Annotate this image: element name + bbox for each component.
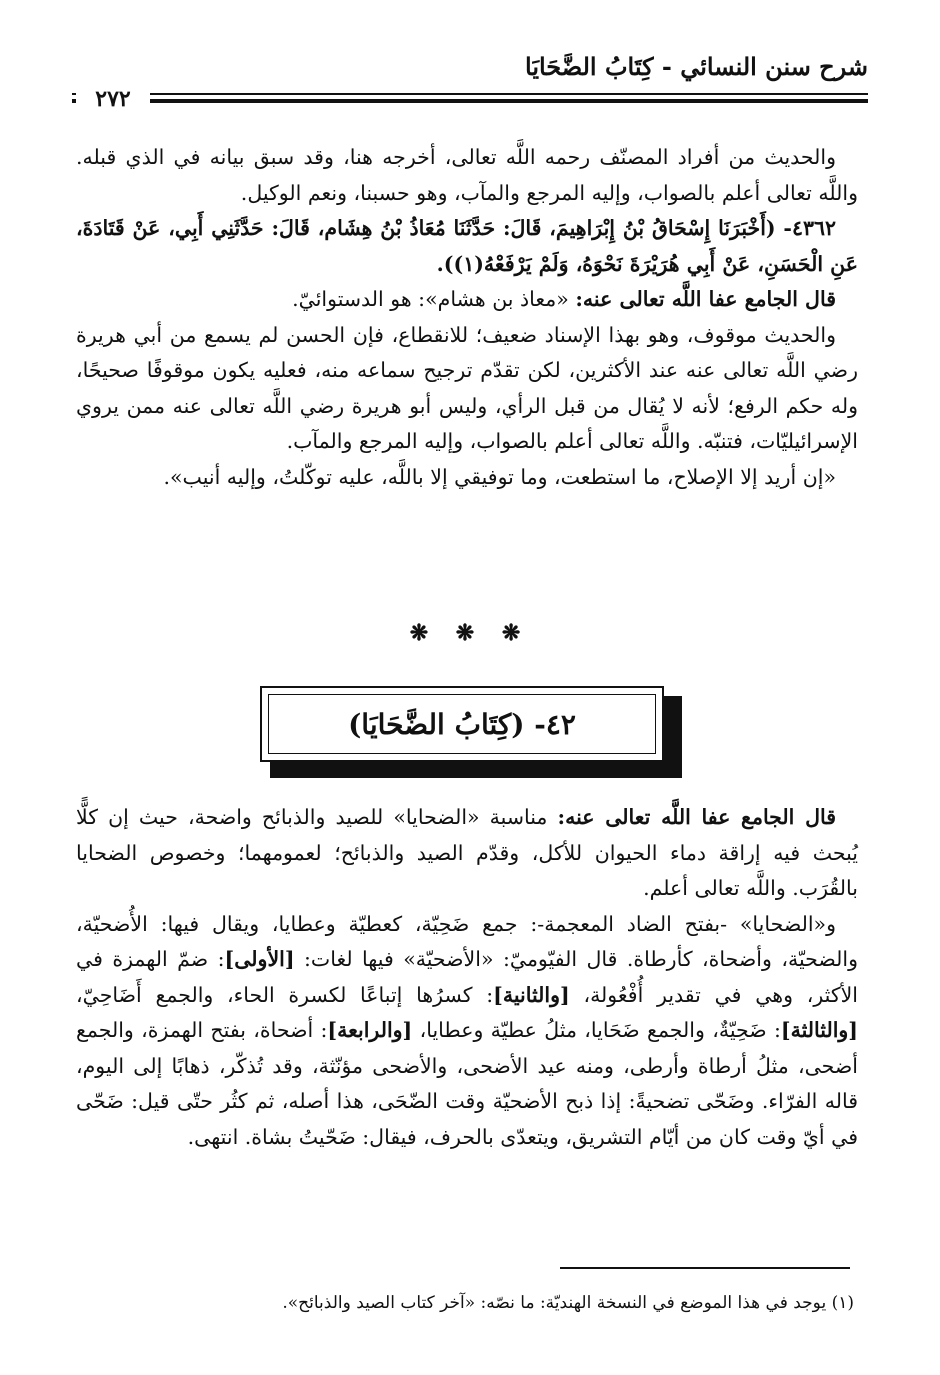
footnote-rule [560, 1267, 850, 1269]
paragraph-munasaba [76, 800, 858, 907]
hadith-4362: ٤٣٦٢- (أَخْبَرَنَا إِسْحَاقُ بْنُ إِبْرَاهِيمَ، قَالَ: حَدَّثَنَا مُعَاذُ بْنُ هِشَام، قَالَ: حَدَّثَنِي أَبِي، عَنْ قَتَادَةَ، عَنِ الْحَسَنِ، عَنْ أَبِي هُرَيْرَةَ نَحْوَهُ، وَلَمْ يَرْفَعْهُ(١)). [76, 216, 858, 276]
jami-label-2: قال الجامع عفا اللَّه تعالى عنه: [557, 805, 837, 829]
munasaba-text: مناسبة «الضحايا» للصيد والذبائح واضحة، حيث إن كلًّا يُبحث فيه إراقة دماء الحيوان للأكل، وقدّم الصيد والذبائح؛ لعمومهما؛ وخصوص الضحايا بالقُرَب. واللَّه تعالى أعلم. [76, 805, 858, 900]
page-number: ٢٧٢ [76, 84, 150, 114]
lugha-4-label: [والرابعة] [327, 1018, 413, 1042]
lugha-2-label: [والثانية] [493, 982, 570, 1007]
section-two-text [76, 800, 858, 1155]
jami-comment-text: «معاذ بن هشام»: هو الدستوائيّ. [292, 287, 569, 311]
section-separator-stars: ❋ ❋ ❋ [409, 620, 531, 646]
footnote-1: (١) يوجد في هذا الموضع في النسخة الهنديّة: ما نصّه: «آخر كتاب الصيد والذبائح». [282, 1293, 854, 1313]
lugha-4-text: : أضحاة، بفتح الهمزة، والجمع أضحى، مثلُ أرطاة وأرطى، ومنه عيد الأضحى، والأضحى مؤنّثة، وقد تُذكّر، ذهابًا إلى اليوم، قاله الفرّاء. وضَحّى تضحيةً: إذا ذبح الأضحيّة وقت الضّحَى، هذا أصله، ثم كثُر حتّى قيل: ضَحّى في أيّ وقت كان من أيّام التشريق، ويتعدّى بالحرف، فيقال: ضَحّيتُ بشاة. انتهى. [76, 1018, 858, 1149]
lugha-3-label: [والثالثة] [780, 1018, 858, 1042]
running-header-title: شرح سنن النسائي - كِتَابُ الضَّحَايَا [525, 52, 868, 81]
lugha-3-text: : ضَحِيّةٌ، والجمع ضَحَايا، مثلُ عطيّة وعطايا، [419, 1018, 781, 1042]
paragraph-definition [76, 907, 858, 1156]
section-one-text [76, 140, 858, 495]
lugha-1-label: [الأولى] [224, 947, 295, 971]
paragraph-grading: والحديث موقوف، وهو بهذا الإسناد ضعيف؛ للانقطاع، فإن الحسن لم يسمع من أبي هريرة رضي اللَّه تعالى عنه عند الأكثرين، لكن تقدّم ترجيح سماعه منه، فعليه يكون موقوفًا صحيحًا، وله حكم الرفع؛ لأنه لا يُقال من قبل الرأي، وليس أبو هريرة رضي اللَّه تعالى عنه ممن يروي الإسرائيليّات، فتنبّه. واللَّه تعالى أعلم بالصواب، وإليه المرجع والمآب. [76, 322, 858, 453]
paragraph-closing-dua: «إن أريد إلا الإصلاح، ما استطعت، وما توفيقي إلا باللَّه، عليه توكّلتُ، وإليه أنيب». [163, 464, 836, 489]
jami-label: قال الجامع عفا اللَّه تعالى عنه: [575, 287, 836, 311]
lugha-1-text: : ضمّ الهمزة في الأكثر، وهي في تقدير أُفْعُولة، [76, 947, 858, 1007]
chapter-title-box [260, 686, 664, 762]
chapter-title: ٤٢- (كِتَابُ الضَّحَايَا) [268, 694, 656, 754]
jami-comment [76, 282, 858, 318]
header-rule-thin [72, 93, 868, 95]
lugha-2-text: : كسرُها إتباعًا لكسرة الحاء، والجمع أَضَاحِيّ، [76, 982, 494, 1007]
header-rule-thick [72, 99, 868, 103]
paragraph-intro: والحديث من أفراد المصنّف رحمه اللَّه تعالى، أخرجه هنا، وقد سبق بيانه في الذي قبله. واللَّه تعالى أعلم بالصواب، وإليه المرجع والمآب، وهو حسبنا، ونعم الوكيل. [76, 145, 858, 205]
definition-start: و«الضحايا» -بفتح الضاد المعجمة-: جمع ضَحِيّة، كعطيّة وعطايا، ويقال فيها: الأُضحيّة، والضحيّة، وأضحاة، كأرطاة. قال الفيّوميّ: «الأضحيّة» فيها لغات: [76, 911, 858, 971]
